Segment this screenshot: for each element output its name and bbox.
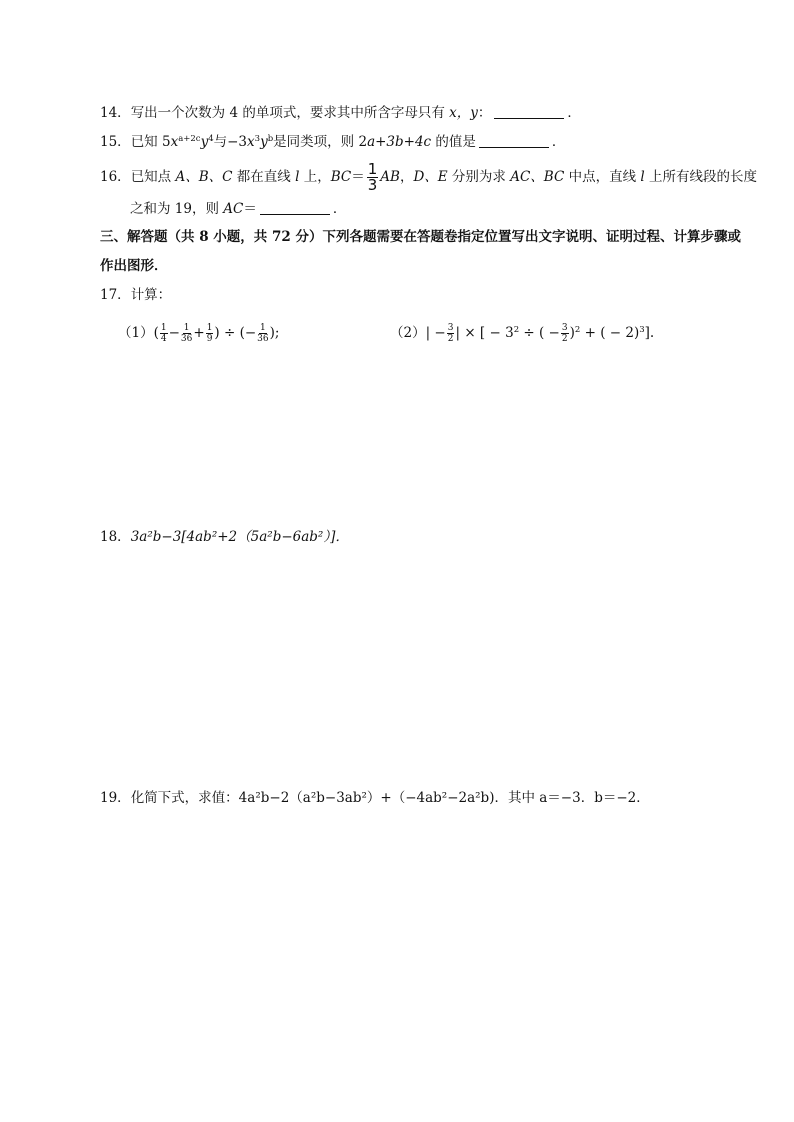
denominator: 2 (561, 334, 568, 344)
segments: AC、BC (510, 169, 565, 185)
points-de: D、E (413, 169, 448, 185)
denominator: 3 (367, 176, 378, 194)
segment-bc: BC (330, 169, 352, 185)
colon: ： (477, 105, 492, 121)
segment-ac: AC (223, 201, 244, 217)
variables: x，y (449, 105, 478, 121)
fraction (561, 323, 569, 344)
fraction (447, 323, 455, 344)
numerator: 1 (160, 323, 167, 333)
question-text: 中点，直线 (564, 169, 641, 185)
section-heading-cont: 作出图形． (100, 258, 168, 274)
question-text: 分别为求 (447, 169, 511, 185)
fraction (257, 323, 268, 344)
line-l: l (640, 169, 645, 185)
question-18 (100, 527, 349, 547)
answer-blank (494, 105, 564, 119)
exponent: 3 (254, 134, 261, 144)
part-label: （1） (118, 325, 154, 341)
equals: ＝ (243, 201, 257, 217)
question-17-part-2: （2）| − $\frac{3}{2}$ | × [ − $3^2$ ÷ ( − $\frac{3}{2}$ )$^2$ + ( − 2)$^3$]. (390, 323, 655, 344)
comma: ， (399, 169, 414, 185)
question-text: 的值是 (431, 134, 476, 150)
period: ． (567, 105, 581, 121)
answer-blank (260, 201, 330, 215)
denominator: 36 (180, 334, 193, 344)
fraction (206, 323, 214, 344)
denominator: 4 (160, 334, 167, 344)
question-17-part-1: （1）( $\frac{1}{4}$ − $\frac{1}{36}$ + $\frac{1}{9}$ ) ÷ (− $\frac{1}{36}$ ); (118, 323, 280, 344)
line-l: l (295, 169, 300, 185)
question-text: 计算： (130, 287, 172, 303)
numerator: 1 (367, 160, 378, 178)
question-17 (100, 285, 171, 305)
question-number: 14． (100, 105, 131, 121)
points: A、B、C (175, 169, 233, 185)
period: ． (551, 134, 566, 150)
question-16-line-2 (130, 199, 346, 219)
question-text: 是同类项，则 2 (273, 134, 368, 150)
numerator: 1 (260, 323, 266, 333)
question-15: 15．已知 $5x^{a+2c}y^4$与$-3x^3y^b$是同类项，则 2a+3b+4c 的值是 ． (100, 134, 566, 150)
fraction (160, 323, 168, 344)
question-text: 已知点 (130, 169, 176, 185)
expression: a+3b+4c (367, 134, 432, 150)
equals: ＝ (351, 169, 365, 185)
numerator: 3 (447, 323, 454, 333)
exponent: a+2c (178, 134, 201, 144)
question-number: 18． (100, 529, 131, 545)
fraction-one-third (367, 162, 379, 193)
question-text: 化简下式，求值：4a²b−2（a²b−3ab²）+（−4ab²−2a²b)．其中 a＝−3．b＝−2． (130, 790, 650, 806)
question-16-line-1 (100, 162, 757, 193)
question-number: 15． (100, 134, 131, 150)
question-text: 都在直线 (232, 169, 296, 185)
answer-blank (479, 134, 549, 148)
question-number: 16． (100, 169, 131, 185)
question-text: 已知 5 (130, 134, 171, 150)
question-number: 17． (100, 287, 131, 303)
exponent: b (267, 134, 274, 144)
question-text: 上， (299, 169, 331, 185)
section-heading: 三、解答题（共 8 小题，共 72 分）下列各题需要在答题卷指定位置写出文字说明、证明过程、计算步骤或 (100, 229, 741, 245)
expression: 3a²b−3[4ab²+2（5a²b−6ab²）]． (130, 529, 349, 545)
denominator: 9 (206, 334, 213, 344)
question-14 (100, 103, 581, 123)
exponent: 4 (208, 134, 214, 144)
segment-ab: AB (380, 169, 400, 185)
numerator: 1 (183, 323, 190, 333)
connector-text: 与 (213, 134, 228, 150)
question-19 (100, 788, 650, 808)
denominator: 36 (257, 334, 269, 344)
part-label: （2） (390, 325, 426, 341)
question-number: 19． (100, 790, 131, 806)
denominator: 2 (447, 334, 454, 344)
question-text: 之和为 19，则 (130, 201, 224, 217)
term: −3 (227, 134, 248, 150)
numerator: 1 (206, 323, 213, 333)
numerator: 3 (561, 323, 568, 333)
fraction (181, 323, 192, 344)
question-text: 上所有线段的长度 (644, 169, 758, 185)
period: ． (332, 201, 347, 217)
question-text: 写出一个次数为 4 的单项式，要求其中所含字母只有 (130, 105, 450, 121)
